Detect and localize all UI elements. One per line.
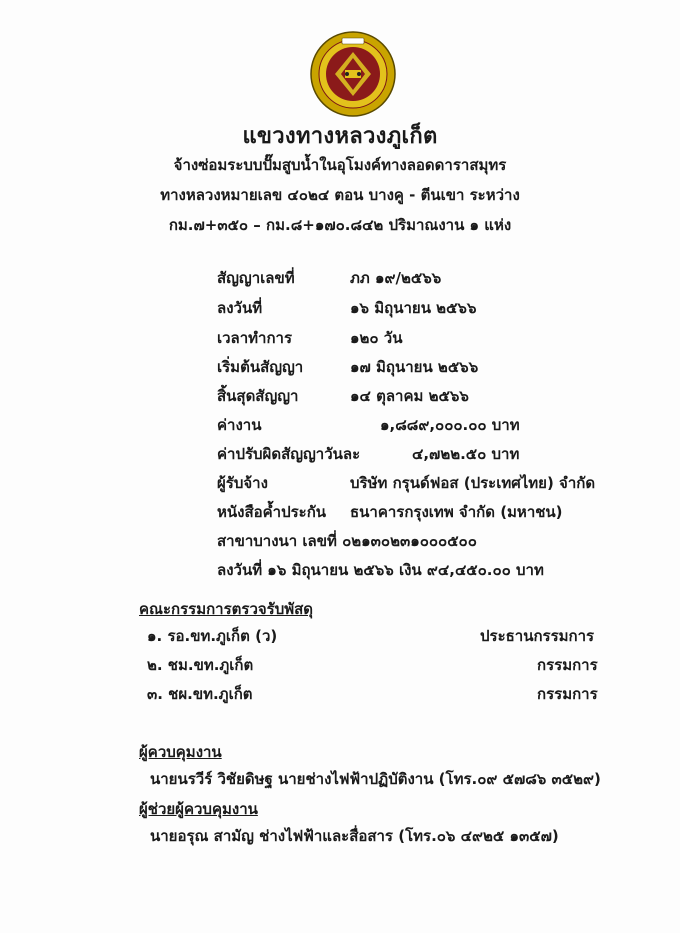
guarantee-value: ธนาคารกรุงเทพ จำกัด (มหาชน) (350, 503, 563, 521)
start-date-label: เริ่มต้นสัญญา (217, 358, 304, 376)
contractor-label: ผู้รับจ้าง (217, 474, 268, 492)
cost-label: ค่างาน (217, 416, 262, 434)
project-description-line-2: ทางหลวงหมายเลข ๔๐๒๔ ตอน บางคู - ตีนเขา ระหว่าง (160, 186, 520, 204)
penalty-value: ๔,๗๒๒.๕๐ บาท (412, 445, 520, 463)
end-date-value: ๑๔ ตุลาคม ๒๕๖๖ (350, 387, 469, 405)
project-description-line-1: จ้างซ่อมระบบปั๊มสูบน้ำในอุโมงค์ทางลอดดาราสมุทร (173, 156, 507, 174)
committee-member-3-name: ๓. ชผ.ขท.ภูเก็ต (147, 685, 253, 703)
end-date-label: สิ้นสุดสัญญา (217, 387, 299, 405)
committee-member-2-role: กรรมการ (537, 656, 598, 674)
contractor-value: บริษัท กรุนด์ฟอส (ประเทศไทย) จำกัด (350, 474, 596, 492)
committee-member-2-name: ๒. ชม.ขท.ภูเก็ต (147, 656, 254, 674)
committee-member-1-role: ประธานกรรมการ (480, 627, 595, 645)
contract-number-value: ภภ ๑๙/๒๕๖๖ (350, 269, 442, 287)
cost-value: ๑,๘๘๙,๐๐๐.๐๐ บาท (380, 416, 520, 434)
committee-member-3-role: กรรมการ (537, 685, 598, 703)
duration-value: ๑๒๐ วัน (350, 329, 403, 347)
contract-date-label: ลงวันที่ (217, 299, 263, 317)
page-title: แขวงทางหลวงภูเก็ต (242, 124, 438, 149)
supervisor-line: นายนรวีร์ วิชัยดิษฐ นายช่างไฟฟ้าปฏิบัติงาน (โทร.๐๙ ๕๗๘๖ ๓๕๒๙) (150, 770, 601, 788)
committee-member-1-name: ๑. รอ.ขท.ภูเก็ต (ว) (147, 627, 278, 645)
penalty-label: ค่าปรับผิดสัญญาวันละ (217, 445, 361, 463)
assistant-supervisor-line: นายอรุณ สามัญ ช่างไฟฟ้าและสื่อสาร (โทร.๐๖ ๔๙๒๕ ๑๓๕๗) (150, 827, 559, 845)
contract-number-label: สัญญาเลขที่ (217, 269, 295, 287)
committee-heading: คณะกรรมการตรวจรับพัสดุ (139, 600, 314, 618)
supervisor-heading: ผู้ควบคุมงาน (139, 743, 222, 761)
department-of-highways-seal-icon (309, 30, 397, 118)
guarantee-label: หนังสือค้ำประกัน (217, 503, 327, 521)
contract-date-value: ๑๖ มิถุนายน ๒๕๖๖ (350, 299, 477, 317)
project-description-line-3: กม.๗+๓๕๐ – กม.๘+๑๗๐.๘๔๒ ปริมาณงาน ๑ แห่ง (168, 216, 512, 234)
duration-label: เวลาทำการ (217, 329, 293, 347)
start-date-value: ๑๗ มิถุนายน ๒๕๖๖ (350, 358, 479, 376)
guarantee-date-line: ลงวันที่ ๑๖ มิถุนายน ๒๕๖๖ เงิน ๙๔,๔๕๐.๐๐ บาท (217, 561, 544, 579)
branch-line: สาขาบางนา เลขที่ ๐๒๑๓๐๒๓๑๐๐๐๕๐๐ (217, 532, 477, 550)
assistant-supervisor-heading: ผู้ช่วยผู้ควบคุมงาน (139, 800, 258, 818)
